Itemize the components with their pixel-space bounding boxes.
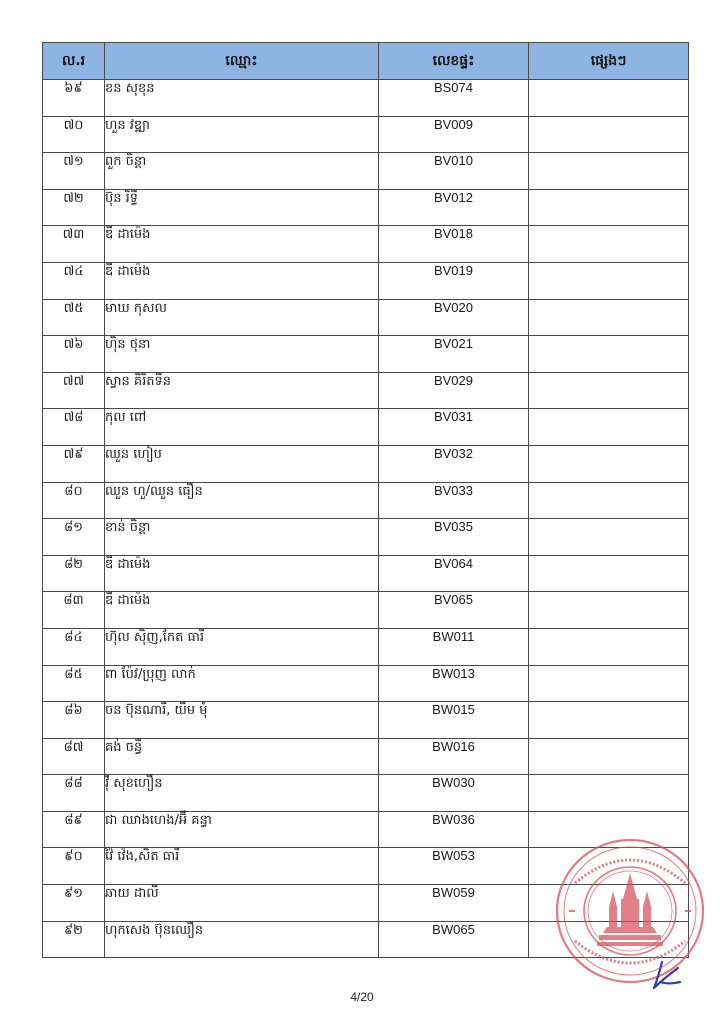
row-house-number: BV009: [379, 116, 529, 153]
row-name: ពួក ចិន្តា: [105, 153, 379, 190]
row-other: [529, 775, 689, 812]
header-house-number: លេខផ្ទះ: [379, 43, 529, 80]
table-row: [43, 262, 689, 299]
row-other: [529, 702, 689, 739]
row-house-number: BV033: [379, 482, 529, 519]
row-name: ឈួន ហួ/ឈួន ធឿន: [105, 482, 379, 519]
header-other: ផ្សេងៗ: [529, 43, 689, 80]
row-name: ឈួន ហៀប: [105, 445, 379, 482]
row-name: ហួន វឌ្ឍា: [105, 116, 379, 153]
table-body: [43, 80, 689, 958]
row-number: ៨៨: [43, 775, 105, 812]
row-house-number: BV018: [379, 226, 529, 263]
row-number: ៨០: [43, 482, 105, 519]
signature-mark: [640, 958, 685, 993]
row-number: ៧៦: [43, 336, 105, 373]
row-other: [529, 262, 689, 299]
header-name: ឈ្មោះ: [105, 43, 379, 80]
page-number: 4/20: [350, 990, 374, 1004]
table-row: [43, 519, 689, 556]
table-row: [43, 628, 689, 665]
row-other: [529, 336, 689, 373]
table-row: [43, 372, 689, 409]
row-number: ៦៩: [43, 80, 105, 117]
row-house-number: BV020: [379, 299, 529, 336]
table-row: [43, 80, 689, 117]
row-house-number: BW016: [379, 738, 529, 775]
row-other: [529, 519, 689, 556]
header-number: ល.រ: [43, 43, 105, 80]
row-name: ខាន់ ចិន្តា: [105, 519, 379, 556]
row-house-number: BV019: [379, 262, 529, 299]
row-other: [529, 116, 689, 153]
table-row: [43, 592, 689, 629]
row-house-number: BV035: [379, 519, 529, 556]
table-row: [43, 445, 689, 482]
row-other: [529, 445, 689, 482]
row-house-number: BV010: [379, 153, 529, 190]
row-other: [529, 372, 689, 409]
row-other: [529, 299, 689, 336]
row-house-number: BW013: [379, 665, 529, 702]
row-other: [529, 592, 689, 629]
row-name: ប៊ុន រិទ្ធី: [105, 189, 379, 226]
row-other: [529, 153, 689, 190]
row-number: ៨៦: [43, 702, 105, 739]
row-number: ៩១: [43, 885, 105, 922]
row-house-number: BV032: [379, 445, 529, 482]
row-name: មាឃ កុសល: [105, 299, 379, 336]
row-name: វ៉ី សុខហឿន: [105, 775, 379, 812]
row-house-number: BW030: [379, 775, 529, 812]
row-name: វ៉ៃ វ៉េង,សិត ធារី: [105, 848, 379, 885]
row-name: ឌី ដាម៉េង: [105, 592, 379, 629]
row-house-number: BS074: [379, 80, 529, 117]
table-row: [43, 189, 689, 226]
row-number: ៩០: [43, 848, 105, 885]
table-header: [43, 43, 689, 80]
row-name: ខន សុខុន: [105, 80, 379, 117]
row-number: ៨៧: [43, 738, 105, 775]
table-row: [43, 226, 689, 263]
table-row: [43, 702, 689, 739]
row-other: [529, 189, 689, 226]
row-name: ឌី ដាម៉េង: [105, 555, 379, 592]
roster-table: [42, 42, 689, 958]
table-row: [43, 299, 689, 336]
row-other: [529, 226, 689, 263]
row-name: ស្វាន គិរិតទីន: [105, 372, 379, 409]
row-other: [529, 665, 689, 702]
row-name: ឌី ដាម៉េង: [105, 226, 379, 263]
row-name: ជា ឈាងហេង/អ៊ឹ គន្ធា: [105, 811, 379, 848]
row-name: ពា ប៉ែវ/ប្រុញ លាក់: [105, 665, 379, 702]
row-number: ៧៥: [43, 299, 105, 336]
row-number: ៧២: [43, 189, 105, 226]
row-name: ឆាយ ដាលី: [105, 885, 379, 922]
row-number: ៧៣: [43, 226, 105, 263]
row-other: [529, 738, 689, 775]
row-other: [529, 80, 689, 117]
row-house-number: BW036: [379, 811, 529, 848]
row-other: [529, 555, 689, 592]
row-house-number: BV012: [379, 189, 529, 226]
row-other: [529, 482, 689, 519]
row-other: [529, 409, 689, 446]
table-row: [43, 409, 689, 446]
table-row: [43, 738, 689, 775]
row-number: ៧៩: [43, 445, 105, 482]
row-house-number: BW065: [379, 921, 529, 958]
row-number: ៨៥: [43, 665, 105, 702]
row-other: [529, 628, 689, 665]
row-house-number: BV065: [379, 592, 529, 629]
row-name: ចន ប៊ុនណារី, យឹម មុំ: [105, 702, 379, 739]
row-number: ៧៤: [43, 262, 105, 299]
row-house-number: BV029: [379, 372, 529, 409]
header-row: [43, 43, 689, 80]
row-number: ៧១: [43, 153, 105, 190]
table-row: [43, 482, 689, 519]
row-number: ៧០: [43, 116, 105, 153]
row-number: ៧៨: [43, 409, 105, 446]
row-number: ៨២: [43, 555, 105, 592]
row-number: ៩២: [43, 921, 105, 958]
row-house-number: BV031: [379, 409, 529, 446]
table-row: [43, 336, 689, 373]
row-house-number: BV021: [379, 336, 529, 373]
row-name: ឌី ដាម៉េង: [105, 262, 379, 299]
row-house-number: BW053: [379, 848, 529, 885]
row-house-number: BW011: [379, 628, 529, 665]
row-number: ៨៤: [43, 628, 105, 665]
table-row: [43, 555, 689, 592]
row-number: ៨៩: [43, 811, 105, 848]
row-house-number: BV064: [379, 555, 529, 592]
table-row: [43, 775, 689, 812]
row-house-number: BW015: [379, 702, 529, 739]
table-row: [43, 116, 689, 153]
row-number: ៨៣: [43, 592, 105, 629]
row-name: កុល ពៅ: [105, 409, 379, 446]
row-number: ៧៧: [43, 372, 105, 409]
row-name: ហ៊ិន ថុនា: [105, 336, 379, 373]
row-name: ហ៊ុល សុិញ,កែត ធារី: [105, 628, 379, 665]
table-row: [43, 665, 689, 702]
row-name: គង់ ចន្ធី: [105, 738, 379, 775]
row-number: ៨១: [43, 519, 105, 556]
row-house-number: BW059: [379, 885, 529, 922]
row-name: ហុកសេង ប៊ុនឈឿន: [105, 921, 379, 958]
table-row: [43, 153, 689, 190]
